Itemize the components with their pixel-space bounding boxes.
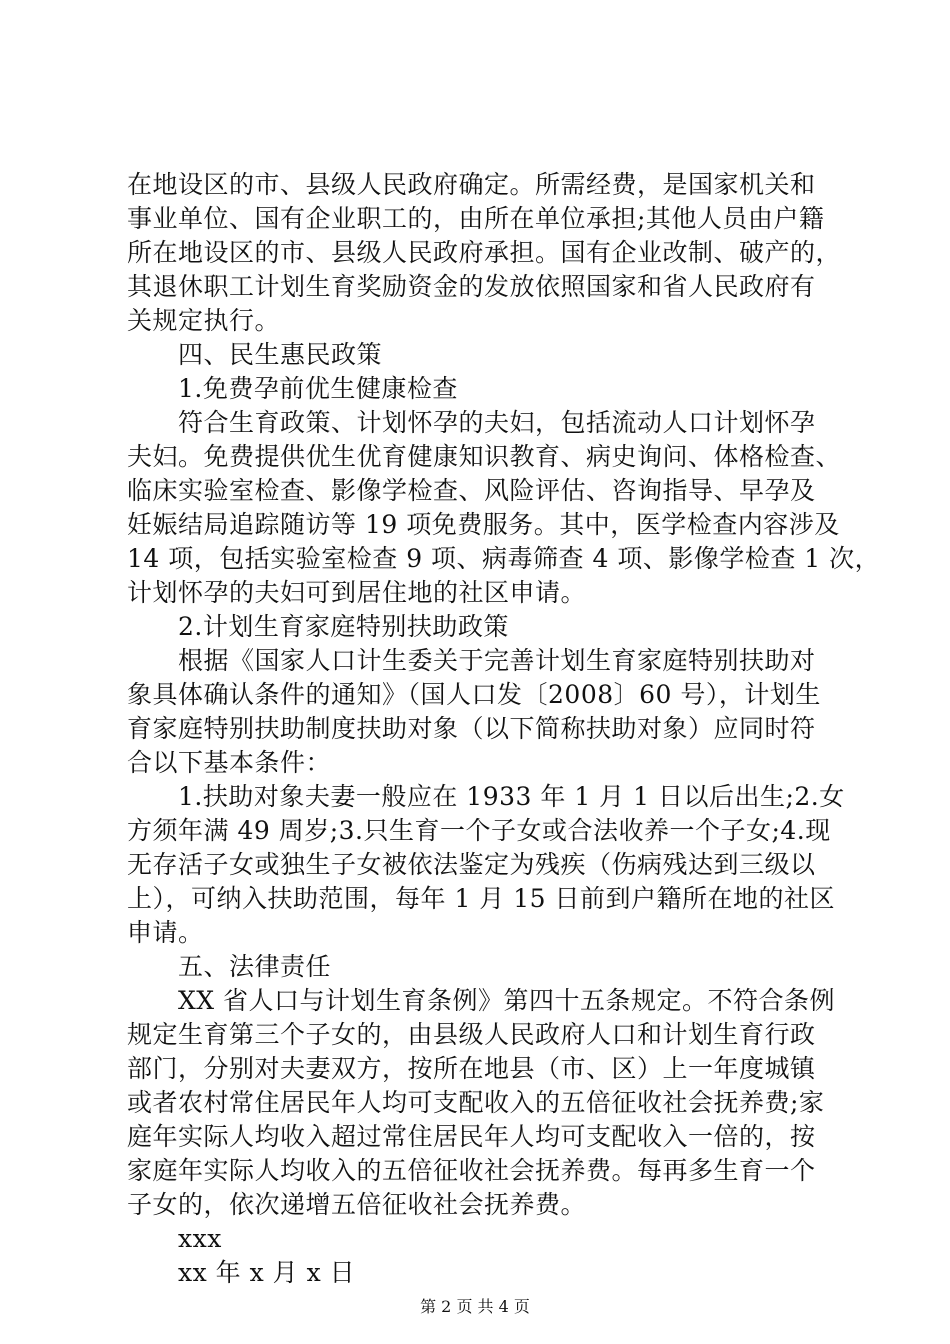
body-line: 或者农村常住居民年人均可支配收入的五倍征收社会抚养费;家 — [127, 1088, 825, 1117]
body-line: XX 省人口与计划生育条例》第四十五条规定。不符合条例 — [178, 986, 836, 1015]
body-line: 14 项，包括实验室检查 9 项、病毒筛查 4 项、影像学检查 1 次， — [127, 544, 881, 573]
section-heading: 四、民生惠民政策 — [178, 340, 383, 369]
body-line: 庭年实际人均收入超过常住居民年人均可支配收入一倍的，按 — [127, 1122, 816, 1151]
body-line: 部门，分别对夫妻双方，按所在地县（市、区）上一年度城镇 — [127, 1054, 816, 1083]
body-line: 申请。 — [127, 918, 204, 947]
body-line: 无存活子女或独生子女被依法鉴定为残疾（伤病残达到三级以 — [127, 850, 816, 879]
body-line: 子女的，依次递增五倍征收社会抚养费。 — [127, 1190, 587, 1219]
subsection-heading: 2.计划生育家庭特别扶助政策 — [178, 612, 509, 641]
signature-name: xxx — [178, 1224, 222, 1253]
body-line: 1.扶助对象夫妻一般应在 1933 年 1 月 1 日以后出生;2.女 — [178, 782, 845, 811]
body-line: 临床实验室检查、影像学检查、风险评估、咨询指导、早孕及 — [127, 476, 816, 505]
body-line: 关规定执行。 — [127, 306, 281, 335]
body-line: 规定生育第三个子女的，由县级人民政府人口和计划生育行政 — [127, 1020, 816, 1049]
body-line: 夫妇。免费提供优生优育健康知识教育、病史询问、体格检查、 — [127, 442, 842, 471]
body-line: 方须年满 49 周岁;3.只生育一个子女或合法收养一个子女;4.现 — [127, 816, 831, 845]
body-line: 育家庭特别扶助制度扶助对象（以下简称扶助对象）应同时符 — [127, 714, 816, 743]
body-line: 妊娠结局追踪随访等 19 项免费服务。其中，医学检查内容涉及 — [127, 510, 840, 539]
body-line: 在地设区的市、县级人民政府确定。所需经费，是国家机关和 — [127, 170, 816, 199]
section-heading: 五、法律责任 — [178, 952, 332, 981]
subsection-heading: 1.免费孕前优生健康检查 — [178, 374, 458, 403]
signature-date: xx 年 x 月 x 日 — [178, 1258, 356, 1287]
body-line: 象具体确认条件的通知》（国人口发〔2008〕60 号），计划生 — [127, 680, 821, 709]
body-line: 合以下基本条件： — [127, 748, 332, 777]
body-line: 所在地设区的市、县级人民政府承担。国有企业改制、破产的， — [127, 238, 842, 267]
body-line: 符合生育政策、计划怀孕的夫妇，包括流动人口计划怀孕 — [178, 408, 816, 437]
body-line: 事业单位、国有企业职工的，由所在单位承担;其他人员由户籍 — [127, 204, 825, 233]
body-line: 上），可纳入扶助范围，每年 1 月 15 日前到户籍所在地的社区 — [127, 884, 836, 913]
page-number-footer: 第 2 页 共 4 页 — [420, 1297, 530, 1316]
body-line: 计划怀孕的夫妇可到居住地的社区申请。 — [127, 578, 587, 607]
body-line: 根据《国家人口计生委关于完善计划生育家庭特别扶助对 — [178, 646, 816, 675]
body-line: 其退休职工计划生育奖励资金的发放依照国家和省人民政府有 — [127, 272, 816, 301]
body-line: 家庭年实际人均收入的五倍征收社会抚养费。每再多生育一个 — [127, 1156, 816, 1185]
